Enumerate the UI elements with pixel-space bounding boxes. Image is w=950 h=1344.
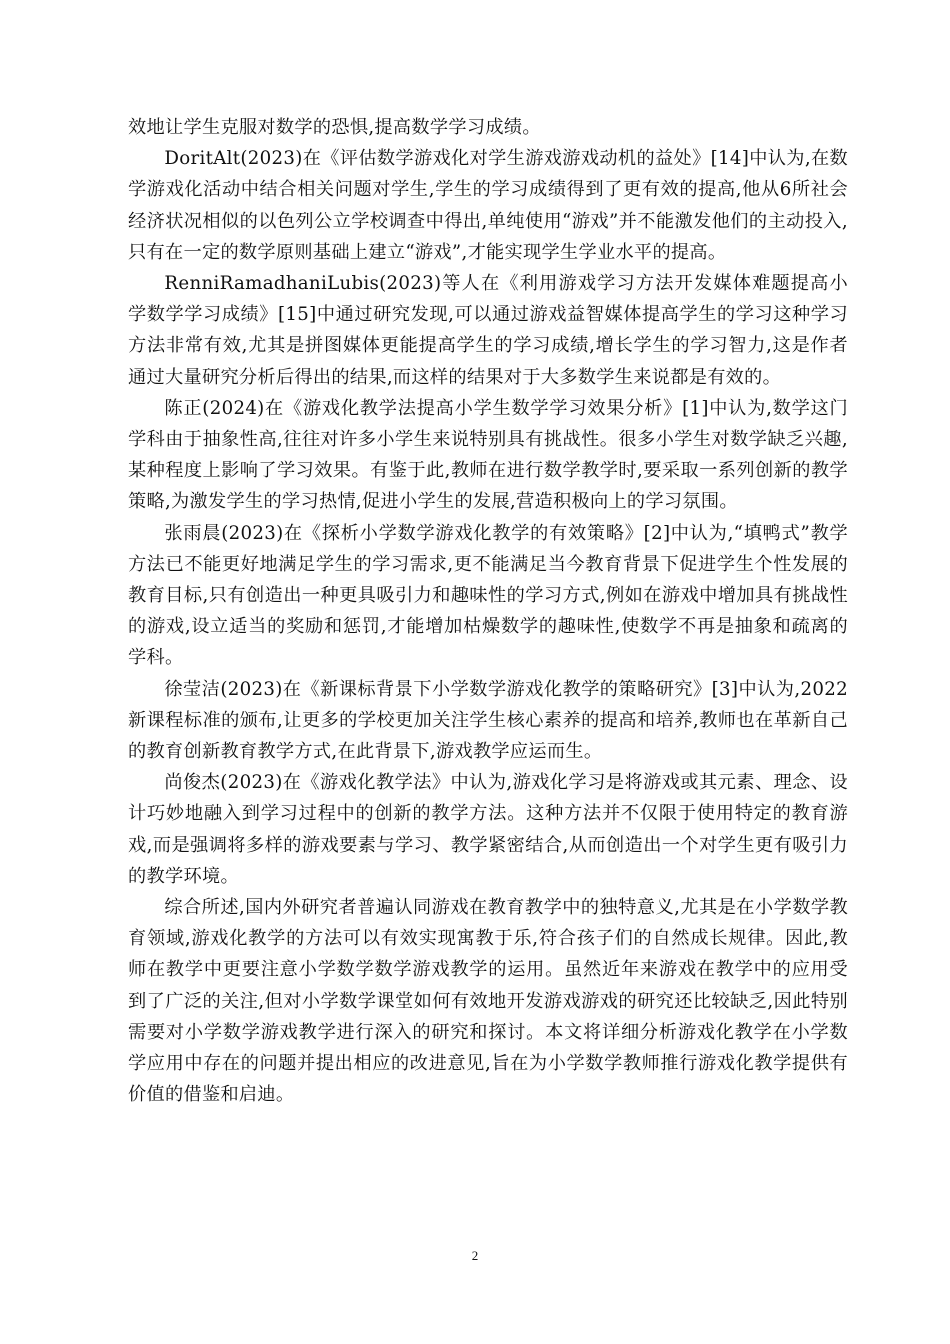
body-text [128, 112, 848, 1111]
paragraph-dorit-alt: DoritAlt(2023)在《评估数学游戏化对学生游戏游戏动机的益处》[14]中认为,在数学游戏化活动中结合相关问题对学生,学生的学习成绩得到了更有效的提高,他从6所社会经济状况相似的以色列公立学校调查中得出,单纯使用“游戏”并不能激发他们的主动投入,只有在一定的数学原则基础上建立“游戏”,才能实现学生学业水平的提高。 [128, 148, 848, 263]
paragraph-xu-yingjie: 徐莹洁(2023)在《新课标背景下小学数学游戏化教学的策略研究》[3]中认为,2022新课程标准的颁布,让更多的学校更加关注学生核心素养的提高和培养,教师也在革新自己的教育创新教育教学方式,在此背景下,游戏教学应运而生。 [128, 678, 848, 763]
paragraph-shang-junjie: 尚俊杰(2023)在《游戏化教学法》中认为,游戏化学习是将游戏或其元素、理念、设计巧妙地融入到学习过程中的创新的教学方法。这种方法并不仅限于使用特定的教育游戏,而是强调将多样的游戏要素与学习、教学紧密结合,从而创造出一个对学生更有吸引力的教学环境。 [128, 772, 848, 887]
paragraph-renni-lubis: RenniRamadhaniLubis(2023)等人在《利用游戏学习方法开发媒体难题提高小学数学学习成绩》[15]中通过研究发现,可以通过游戏益智媒体提高学生的学习这种学习方法非常有效,尤其是拼图媒体更能提高学生的学习成绩,增长学生的学习智力,这是作者通过大量研究分析后得出的结果,而这样的结果对于大多数学生来说都是有效的。 [128, 273, 848, 388]
paragraph-zhang-yuchen: 张雨晨(2023)在《探析小学数学游戏化教学的有效策略》[2]中认为,“填鸭式”教学方法已不能更好地满足学生的学习需求,更不能满足当今教育背景下促进学生个性发展的教育目标,只有创造出一种更具吸引力和趣味性的学习方式,例如在游戏中增加具有挑战性的游戏,设立适当的奖励和惩罚,才能增加枯燥数学的趣味性,使数学不再是抽象和疏离的学科。 [128, 522, 848, 669]
paragraph-continuation: 效地让学生克服对数学的恐惧,提高数学学习成绩。 [128, 117, 541, 138]
paragraph-summary: 综合所述,国内外研究者普遍认同游戏在教育教学中的独特意义,尤其是在小学数学教育领域,游戏化教学的方法可以有效实现寓教于乐,符合孩子们的自然成长规律。因此,教师在教学中更要注意小学数学数学游戏教学的运用。虽然近年来游戏在教学中的应用受到了广泛的关注,但对小学数学课堂如何有效地开发游戏游戏的研究还比较缺乏,因此特别需要对小学数学游戏教学进行深入的研究和探讨。本文将详细分析游戏化教学在小学数学应用中存在的问题并提出相应的改进意见,旨在为小学数学教师推行游戏化教学提供有价值的借鉴和启迪。 [128, 897, 848, 1106]
page-number: 2 [471, 1248, 479, 1263]
paragraph-chen-zheng: 陈正(2024)在《游戏化教学法提高小学生数学学习效果分析》[1]中认为,数学这门学科由于抽象性高,往往对许多小学生来说特别具有挑战性。很多小学生对数学缺乏兴趣,某种程度上影响了学习效果。有鉴于此,教师在进行数学教学时,要采取一系列创新的教学策略,为激发学生的学习热情,促进小学生的发展,营造积极向上的学习氛围。 [128, 397, 848, 513]
